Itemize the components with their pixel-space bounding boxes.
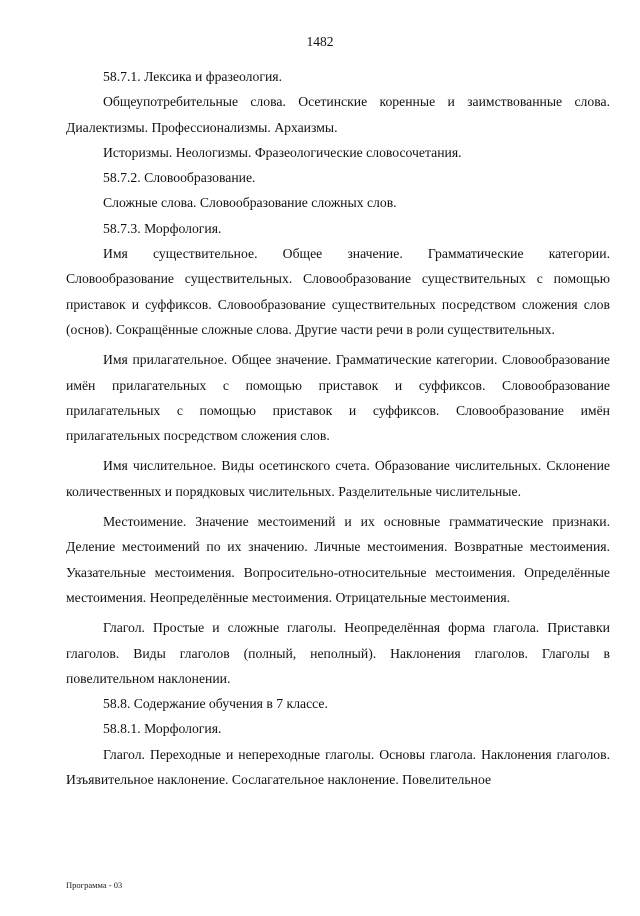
section-heading-58-8-1: 58.8.1. Морфология. — [103, 721, 222, 737]
page-number: 1482 — [306, 34, 334, 49]
paragraph: Общеупотребительные слова. Осетинские коренные и заимствованные слова. Диалектизмы. Профессионализмы. Архаизмы. — [66, 94, 610, 135]
section-heading-58-8: 58.8. Содержание обучения в 7 классе. — [103, 696, 328, 712]
paragraph-adjective: Имя прилагательное. Общее значение. Грамматические категории. Словообразование имён прилагательных с помощью приставок и суффиксов. Словообразование прилагательных с помощью приставок и суффиксов. Словообразование имён прилагательных посредством сложения слов. — [66, 352, 610, 444]
paragraph-numeral: Имя числительное. Виды осетинского счета. Образование числительных. Склонение количественных и порядковых числительных. Разделительные числительные. — [66, 458, 610, 499]
paragraph-noun: Имя существительное. Общее значение. Грамматические категории. Словообразование существительных. Словообразование существительных с помощью приставок и суффиксов. Словообразование существительных посредством сложения слов (основ). Сокращённые сложные слова. Другие части речи в роли существительных. — [66, 246, 610, 337]
paragraph: Сложные слова. Словообразование сложных слов. — [103, 195, 397, 211]
paragraph-verb: Глагол. Простые и сложные глаголы. Неопределённая форма глагола. Приставки глаголов. Виды глаголов (полный, неполный). Наклонения глаголов. Глаголы в повелительном наклонении. — [66, 620, 610, 686]
paragraph-pronoun: Местоимение. Значение местоимений и их основные грамматические признаки. Деление местоимений по их значению. Личные местоимения. Возвратные местоимения. Указательные местоимения. Вопросительно-относительные местоимения. Определённые местоимения. Неопределённые местоимения. Отрицательные местоимения. — [66, 514, 610, 605]
section-heading-58-7-2: 58.7.2. Словообразование. — [103, 170, 256, 186]
document-body — [66, 64, 610, 792]
paragraph: Историзмы. Неологизмы. Фразеологические словосочетания. — [103, 144, 462, 160]
paragraph-verb-7: Глагол. Переходные и непереходные глаголы. Основы глагола. Наклонения глаголов. Изъявительное наклонение. Сослагательное наклонение. Повелительное — [66, 746, 610, 788]
section-heading-58-7-3: 58.7.3. Морфология. — [103, 220, 222, 236]
footer-label: Программа - 03 — [66, 880, 123, 890]
section-heading-58-7-1: 58.7.1. Лексика и фразеология. — [103, 69, 282, 84]
